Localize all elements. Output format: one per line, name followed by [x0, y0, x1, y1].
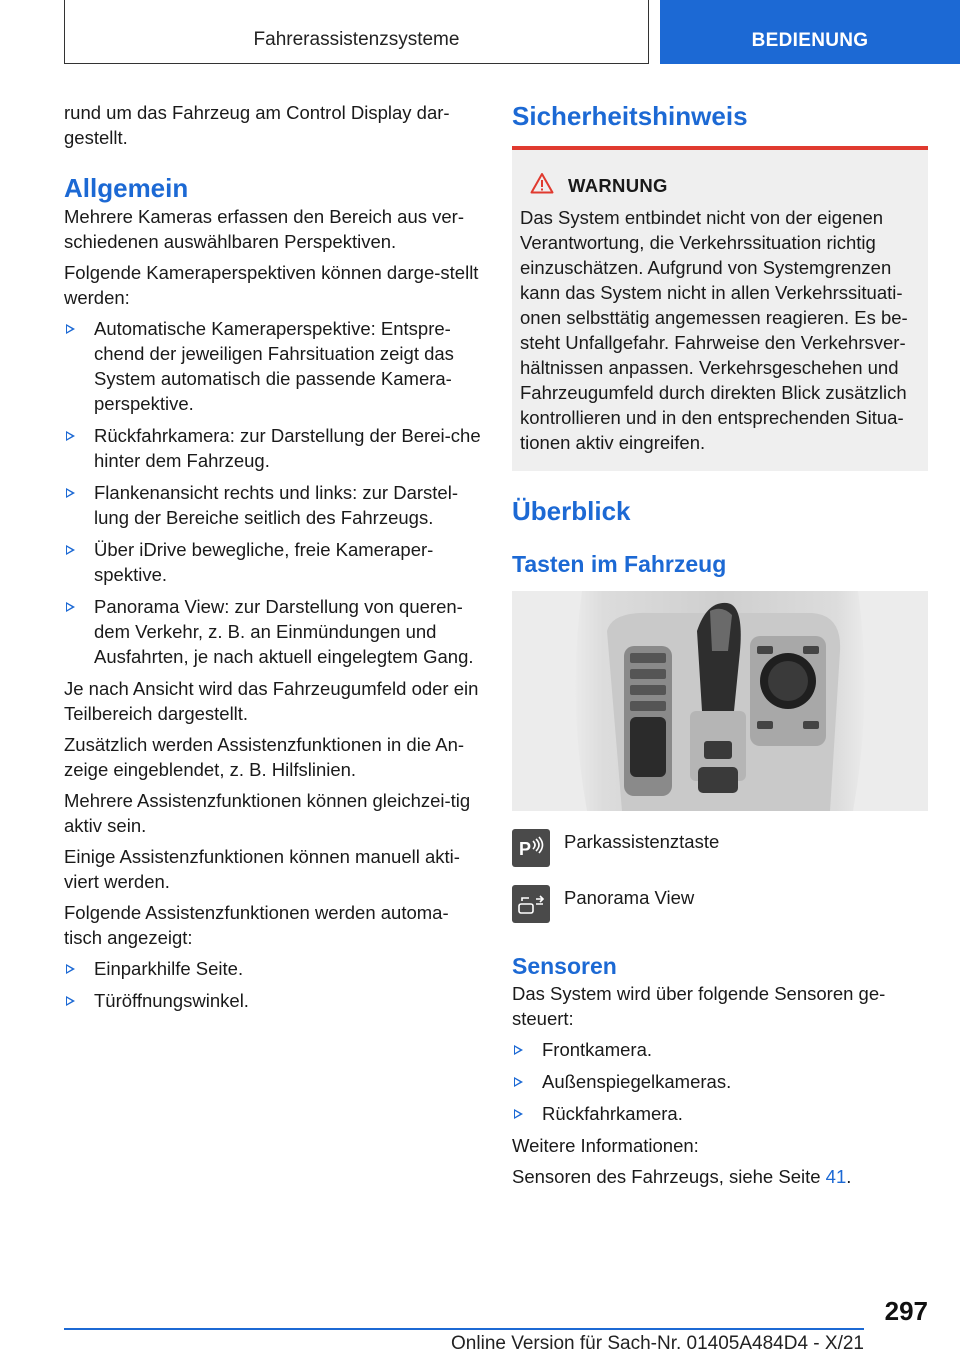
center-console-photo — [512, 591, 928, 811]
sensor-reference — [512, 1164, 928, 1189]
list-item — [64, 988, 482, 1013]
triangle-bullet-icon — [514, 1045, 523, 1055]
button-entry-park-assist — [512, 829, 928, 867]
list-item — [512, 1037, 928, 1062]
intro-text: rund um das Fahrzeug am Control Display dar-gestellt. — [64, 102, 450, 148]
allgemein-paragraph-5: Mehrere Assistenzfunktionen können gleichzei-tig aktiv sein. — [64, 790, 471, 836]
list-item — [512, 1069, 928, 1094]
warning-label: WARNUNG — [568, 174, 668, 196]
triangle-bullet-icon — [514, 1077, 523, 1087]
list-item-text: Flankenansicht rechts und links: zur Darstel-lung der Bereiche seitlich des Fahrzeugs. — [94, 482, 458, 528]
header-section-tab — [64, 0, 649, 64]
footer-text: Online Version für Sach-Nr. 01405A484D4 - X/21 — [451, 1333, 864, 1354]
sensor-reference-end: . — [846, 1166, 852, 1187]
header-chapter-label: BEDIENUNG — [751, 30, 869, 51]
right-column — [512, 100, 928, 1195]
page-number: 297 — [884, 1296, 928, 1326]
warning-triangle-icon — [530, 172, 554, 199]
list-item — [64, 537, 482, 587]
heading-sicherheitshinweis: Sicherheitshinweis — [512, 101, 748, 131]
list-item-text: Türöffnungswinkel. — [94, 990, 249, 1011]
header-chapter-tab — [660, 0, 960, 64]
list-item-text: Außenspiegelkameras. — [542, 1071, 732, 1092]
warning-text: Das System entbindet nicht von der eigenen Verantwortung, die Verkehrssituation richtig einzuschätzen. Aufgrund von Systemgrenzen kann das System nicht in allen Verkehrssituati-onen selbsttätig angemessen reagieren. Es be-steht Unfallgefahr. Fahrweise den Verkehrsver-hältnissen anpassen. Verkehrsgeschehen und Fahrzeugumfeld durch direkten Blick zusätzlich kontrollieren und in den entsprechenden Situa-tionen aktiv eingreifen. — [520, 207, 908, 453]
sensors-intro: Das System wird über folgende Sensoren ge-steuert: — [512, 983, 886, 1029]
park-assist-icon — [512, 829, 550, 867]
header-section-label: Fahrerassistenzsysteme — [253, 29, 460, 50]
allgemein-paragraph-4: Zusätzlich werden Assistenzfunktionen in die An-zeige eingeblendet, z. B. Hilfslinien. — [64, 734, 465, 780]
sensors-list — [512, 1037, 928, 1126]
allgemein-paragraph-1: Mehrere Kameras erfassen den Bereich aus ver-schiedenen auswählbaren Perspektiven. — [64, 206, 464, 252]
list-item-text: Rückfahrkamera. — [542, 1103, 683, 1124]
panorama-view-label: Panorama View — [564, 887, 695, 908]
park-assist-label: Parkassistenztaste — [564, 831, 720, 852]
left-column — [64, 100, 482, 1020]
heading-ueberblick: Überblick — [512, 496, 631, 526]
allgemein-paragraph-3: Je nach Ansicht wird das Fahrzeugumfeld oder ein Teilbereich dargestellt. — [64, 678, 479, 724]
list-item — [512, 1101, 928, 1126]
page-reference-link[interactable]: 41 — [825, 1166, 847, 1187]
warning-header — [530, 172, 918, 199]
triangle-bullet-icon — [66, 996, 75, 1006]
allgemein-paragraph-2: Folgende Kameraperspektiven können darge-stellt werden: — [64, 262, 479, 308]
heading-tasten-im-fahrzeug: Tasten im Fahrzeug — [512, 551, 727, 577]
triangle-bullet-icon — [66, 488, 75, 498]
list-item — [64, 594, 482, 669]
triangle-bullet-icon — [66, 602, 75, 612]
list-item-text: Einparkhilfe Seite. — [94, 958, 244, 979]
list-item-text: Über iDrive bewegliche, freie Kameraper-spektive. — [94, 539, 434, 585]
list-item-text: Panorama View: zur Darstellung von queren-dem Verkehr, z. B. an Einmündungen und Ausfahrten, je nach aktuell eingelegtem Gang. — [94, 596, 474, 667]
footer-divider — [64, 1328, 864, 1330]
list-item — [64, 956, 482, 981]
auto-functions-list — [64, 956, 482, 1013]
svg-text:P: P — [519, 839, 532, 859]
allgemein-paragraph-6: Einige Assistenzfunktionen können manuell akti-viert werden. — [64, 846, 460, 892]
list-item — [64, 480, 482, 530]
list-item — [64, 423, 482, 473]
triangle-bullet-icon — [66, 964, 75, 974]
panorama-view-icon — [512, 885, 550, 923]
heading-sensoren: Sensoren — [512, 953, 617, 979]
allgemein-paragraph-7: Folgende Assistenzfunktionen werden automa-tisch angezeigt: — [64, 902, 449, 948]
heading-allgemein: Allgemein — [64, 173, 189, 203]
camera-perspectives-list — [64, 316, 482, 669]
list-item-text: Automatische Kameraperspektive: Entspre-chend der jeweiligen Fahrsituation zeigt das System automatisch die passende Kamera-perspektive. — [94, 318, 454, 414]
button-entry-panorama-view — [512, 885, 928, 923]
list-item-text: Frontkamera. — [542, 1039, 653, 1060]
triangle-bullet-icon — [66, 431, 75, 441]
warning-box — [512, 146, 928, 471]
triangle-bullet-icon — [514, 1109, 523, 1119]
more-info-label: Weitere Informationen: — [512, 1135, 699, 1156]
triangle-bullet-icon — [66, 324, 75, 334]
sensor-reference-text: Sensoren des Fahrzeugs, siehe Seite — [512, 1166, 826, 1187]
list-item — [64, 316, 482, 416]
list-item-text: Rückfahrkamera: zur Darstellung der Berei-che hinter dem Fahrzeug. — [94, 425, 481, 471]
triangle-bullet-icon — [66, 545, 75, 555]
